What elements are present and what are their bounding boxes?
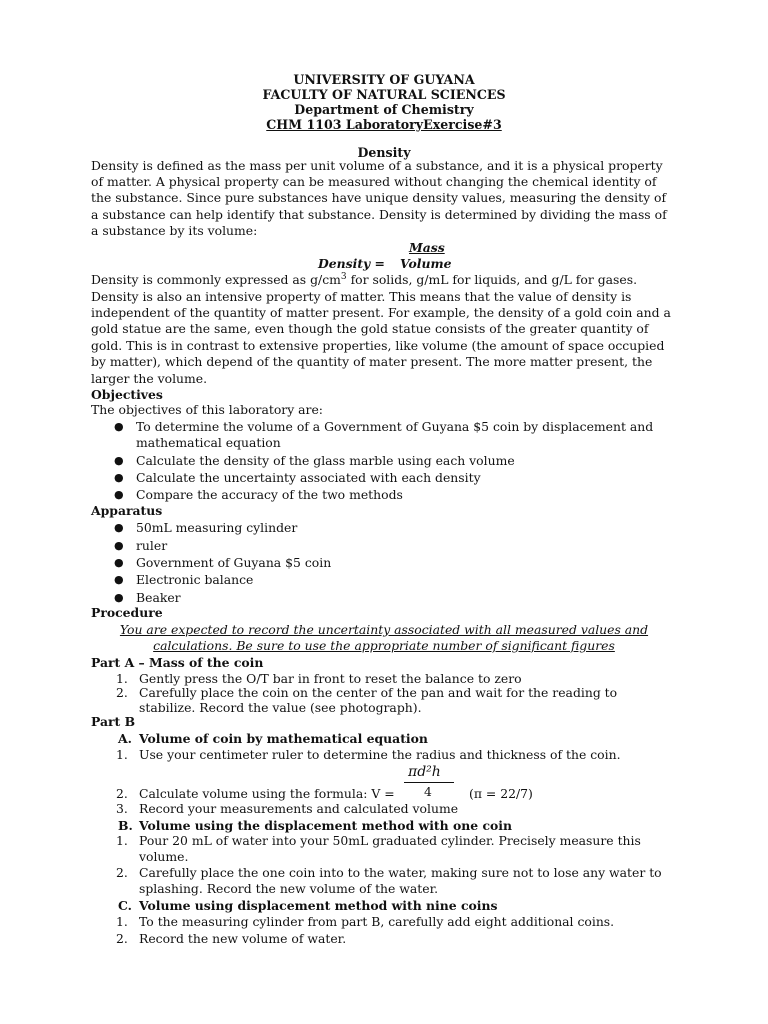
part-b-step: Record your measurements and calculated volume <box>139 801 459 816</box>
bullet-dot-icon: ● <box>114 539 124 552</box>
part-b-step: Calculate volume using the formula: V = <box>139 786 395 801</box>
step-number: 2. <box>116 685 128 700</box>
part-b-step: Carefully place the one coin into to the water, making sure not to lose any water to <box>139 865 662 880</box>
part-b-step-cont: splashing. Record the new volume of the water. <box>139 881 439 896</box>
para2-line: by matter), which depend of the quantity of mater present. The more matter present, the <box>91 354 653 369</box>
para2-text-b: for solids, g/mL for liquids, and g/L for gases. <box>346 272 638 287</box>
step-number: 2. <box>116 865 128 880</box>
part-b-step-cont: volume. <box>139 849 189 864</box>
step-number: 1. <box>116 833 128 848</box>
part-b-step: Pour 20 mL of water into your 50mL graduated cylinder. Precisely measure this <box>139 833 641 848</box>
intro-line: the substance. Since pure substances have unique density values, measuring the density of <box>91 190 667 205</box>
apparatus-item: Government of Guyana $5 coin <box>136 555 332 570</box>
formula-fraction-denominator: 4 <box>424 784 432 799</box>
para2-line: gold statue are the same, even though the gold statue consists of the greater quantity of <box>91 321 649 336</box>
objective-item: To determine the volume of a Government of Guyana $5 coin by displacement and <box>136 419 654 434</box>
formula-numerator: Mass <box>409 240 445 255</box>
pi-value: (π = 22/7) <box>469 786 533 801</box>
part-a-step: Gently press the O/T bar in front to reset the balance to zero <box>139 671 522 686</box>
objective-item-cont: mathematical equation <box>136 435 281 450</box>
objectives-lead: The objectives of this laboratory are: <box>91 402 323 417</box>
bullet-dot-icon: ● <box>114 471 124 484</box>
fraction-bar <box>404 782 454 783</box>
university-name: UNIVERSITY OF GUYANA <box>293 72 475 87</box>
bullet-dot-icon: ● <box>114 488 124 501</box>
section-title-density: Density <box>357 145 411 160</box>
bullet-dot-icon: ● <box>114 454 124 467</box>
apparatus-item: Electronic balance <box>136 572 254 587</box>
para2-line: gold. This is in contrast to extensive properties, like volume (the amount of space occupied <box>91 338 665 353</box>
objectives-heading: Objectives <box>91 387 163 402</box>
apparatus-item: ruler <box>136 538 168 553</box>
step-number: 2. <box>116 786 128 801</box>
subsection-letter: B. <box>118 818 133 833</box>
apparatus-item: 50mL measuring cylinder <box>136 520 298 535</box>
intro-line: a substance can help identify that substance. Density is determined by dividing the mass of <box>91 207 667 222</box>
part-b-step: To the measuring cylinder from part B, carefully add eight additional coins. <box>139 914 615 929</box>
para2-line1 <box>91 272 637 288</box>
para2-line: larger the volume. <box>91 371 208 386</box>
cubic-superscript: 3 <box>340 271 347 282</box>
intro-line: of matter. A physical property can be measured without changing the chemical identity of <box>91 174 657 189</box>
step-number: 1. <box>116 914 128 929</box>
bullet-dot-icon: ● <box>114 573 124 586</box>
intro-line: Density is defined as the mass per unit volume of a substance, and it is a physical property <box>91 158 663 173</box>
objective-item: Calculate the uncertainty associated with each density <box>136 470 481 485</box>
procedure-heading: Procedure <box>91 605 163 620</box>
intro-line: a substance by its volume: <box>91 223 258 238</box>
subsection-title: Volume using displacement method with nine coins <box>139 898 498 913</box>
subsection-letter: A. <box>118 731 132 746</box>
bullet-dot-icon: ● <box>114 521 124 534</box>
bullet-dot-icon: ● <box>114 420 124 433</box>
step-number: 3. <box>116 801 128 816</box>
step-number: 1. <box>116 747 128 762</box>
bullet-dot-icon: ● <box>114 591 124 604</box>
formula-fraction-numerator: πd²h <box>408 764 441 780</box>
course-title: CHM 1103 LaboratoryExercise#3 <box>266 117 502 132</box>
part-b-step: Record the new volume of water. <box>139 931 347 946</box>
subsection-title: Volume of coin by mathematical equation <box>139 731 428 746</box>
part-a-heading: Part A – Mass of the coin <box>91 655 264 670</box>
para2-text-a: Density is commonly expressed as g/cm <box>91 272 341 287</box>
part-a-step-cont: stabilize. Record the value (see photograph). <box>139 700 422 715</box>
step-number: 2. <box>116 931 128 946</box>
formula-lhs: Density = <box>318 256 385 271</box>
procedure-note: calculations. Be sure to use the appropriate number of significant figures <box>153 638 615 653</box>
part-b-heading: Part B <box>91 714 136 729</box>
formula-denominator: Volume <box>400 256 452 271</box>
subsection-title: Volume using the displacement method with one coin <box>139 818 512 833</box>
bullet-dot-icon: ● <box>114 556 124 569</box>
objective-item: Calculate the density of the glass marble using each volume <box>136 453 515 468</box>
procedure-note: You are expected to record the uncertainty associated with all measured values and <box>119 622 649 637</box>
department-name: Department of Chemistry <box>294 102 474 117</box>
part-a-step: Carefully place the coin on the center of the pan and wait for the reading to <box>139 685 618 700</box>
subsection-letter: C. <box>118 898 132 913</box>
step-number: 1. <box>116 671 128 686</box>
objective-item: Compare the accuracy of the two methods <box>136 487 403 502</box>
para2-line: independent of the quantity of matter present. For example, the density of a gold coin and a <box>91 305 671 320</box>
apparatus-item: Beaker <box>136 590 181 605</box>
para2-line: Density is also an intensive property of matter. This means that the value of density is <box>91 289 632 304</box>
apparatus-heading: Apparatus <box>91 503 163 518</box>
faculty-name: FACULTY OF NATURAL SCIENCES <box>262 87 506 102</box>
part-b-step: Use your centimeter ruler to determine the radius and thickness of the coin. <box>139 747 621 762</box>
